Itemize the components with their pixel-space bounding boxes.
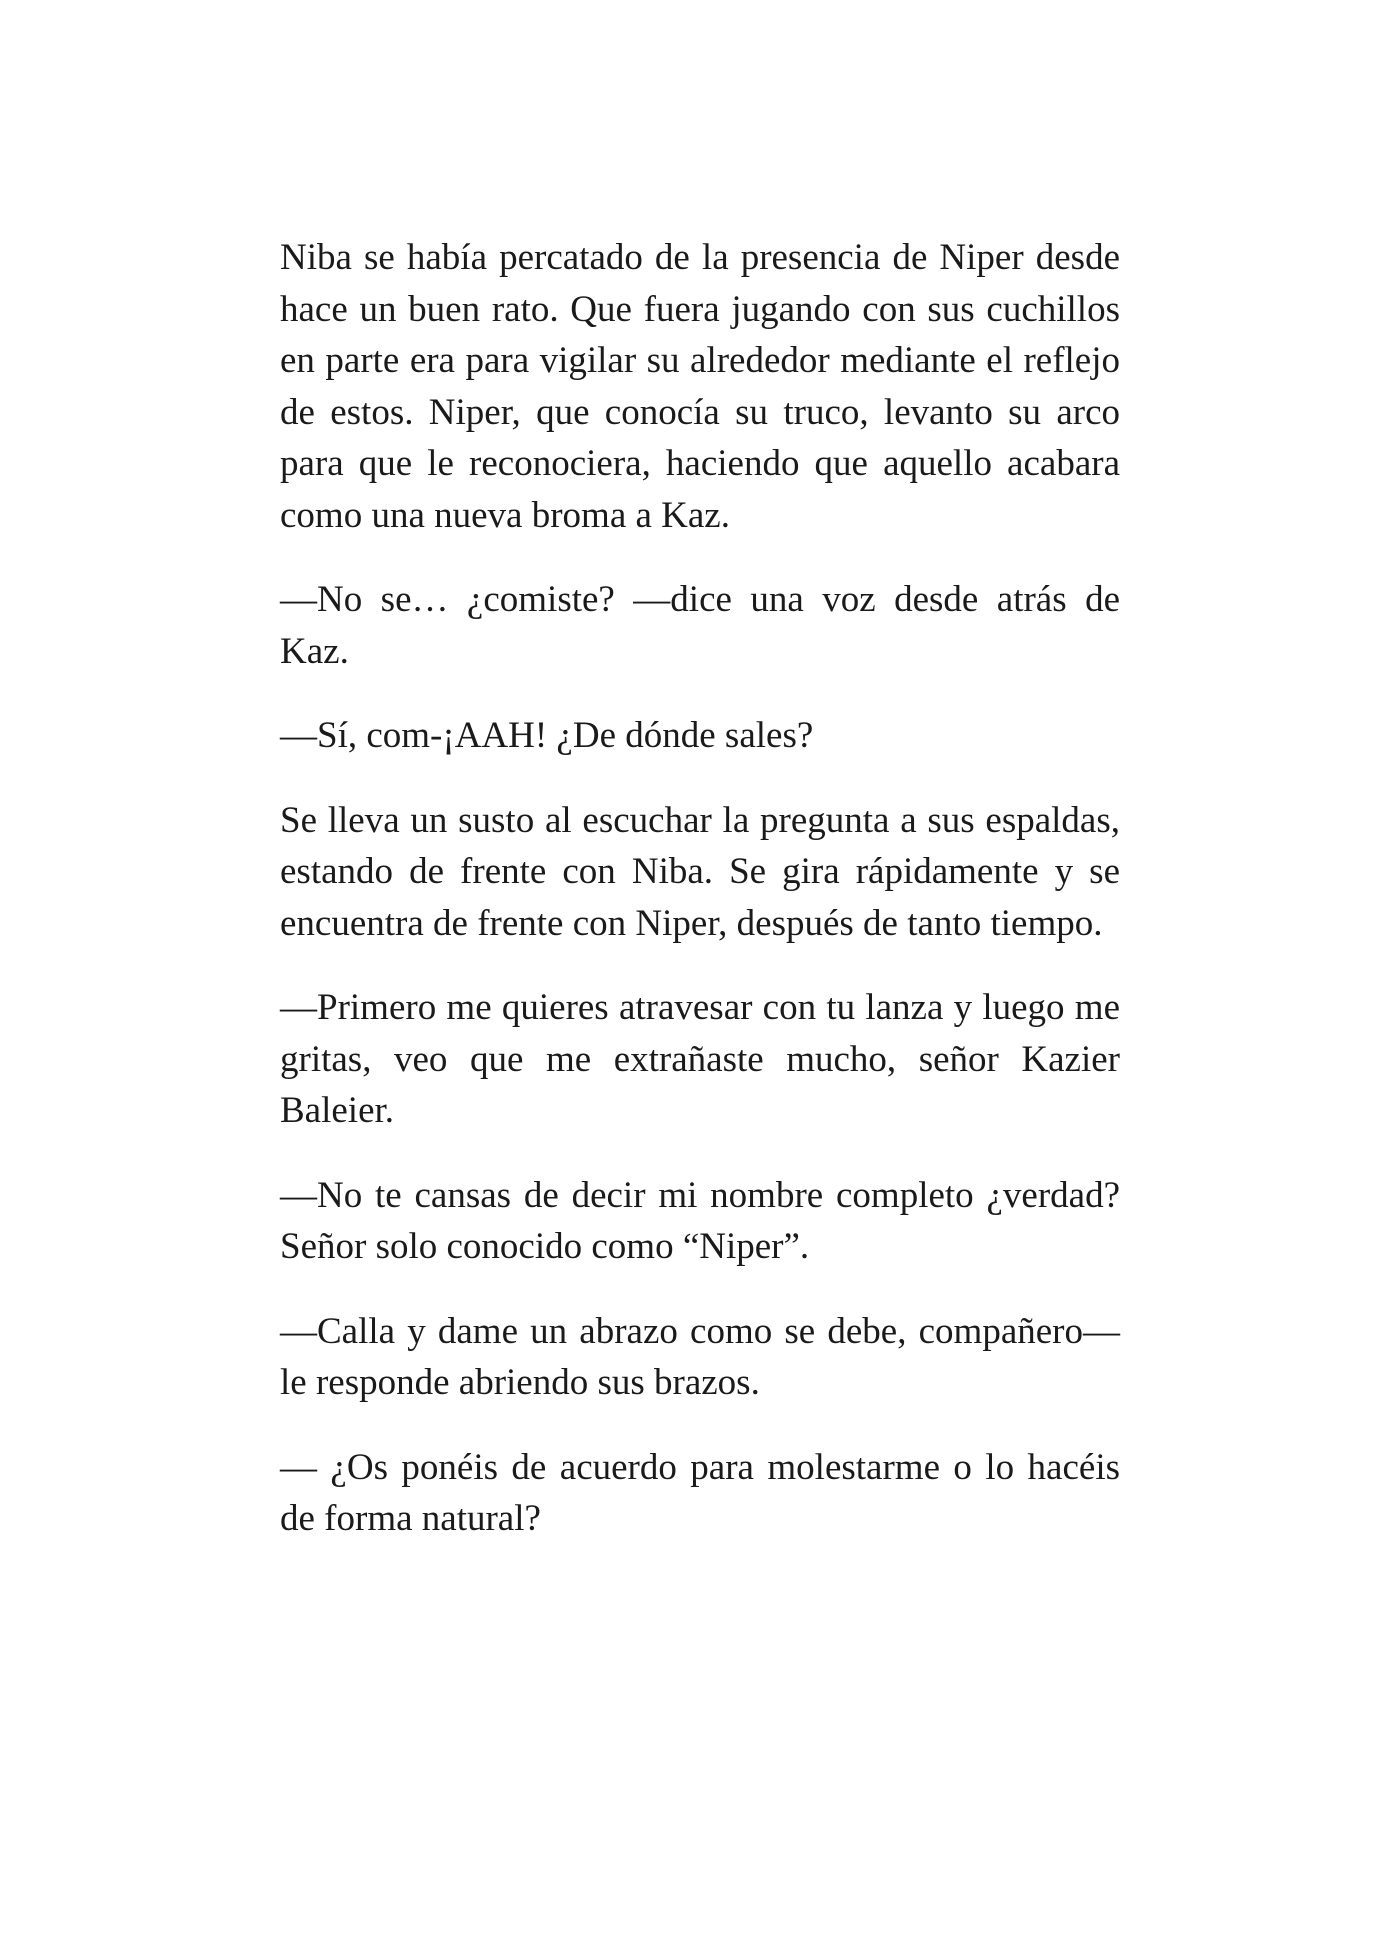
paragraph: —Calla y dame un abrazo como se debe, compañero—le responde abriendo sus brazos.: [280, 1310, 1120, 1403]
paragraph: —Sí, com-¡AAH! ¿De dónde sales?: [280, 715, 814, 756]
paragraph: —No se… ¿comiste? —dice una voz desde atrás de Kaz.: [280, 579, 1120, 672]
paragraph: Se lleva un susto al escuchar la pregunta a sus espaldas, estando de frente con Niba. Se gira rápidamente y se encuentra de frente con Niper, después de tanto tiempo.: [280, 799, 1120, 944]
paragraph: —Primero me quieres atravesar con tu lanza y luego me gritas, veo que me extrañaste mucho, señor Kazier Baleier.: [280, 987, 1120, 1131]
paragraph: —No te cansas de decir mi nombre completo ¿verdad? Señor solo conocido como “Niper”.: [280, 1174, 1120, 1267]
paragraph: — ¿Os ponéis de acuerdo para molestarme o lo hacéis de forma natural?: [280, 1446, 1120, 1539]
paragraph: Niba se había percatado de la presencia de Niper desde hace un buen rato. Que fuera jugando con sus cuchillos en parte era para vigilar su alrededor mediante el reflejo de estos. Niper, que conocía su truco, levanto su arco para que le reconociera, haciendo que aquello acabara como una nueva broma a Kaz.: [280, 237, 1120, 536]
page-body: [280, 232, 1120, 1578]
